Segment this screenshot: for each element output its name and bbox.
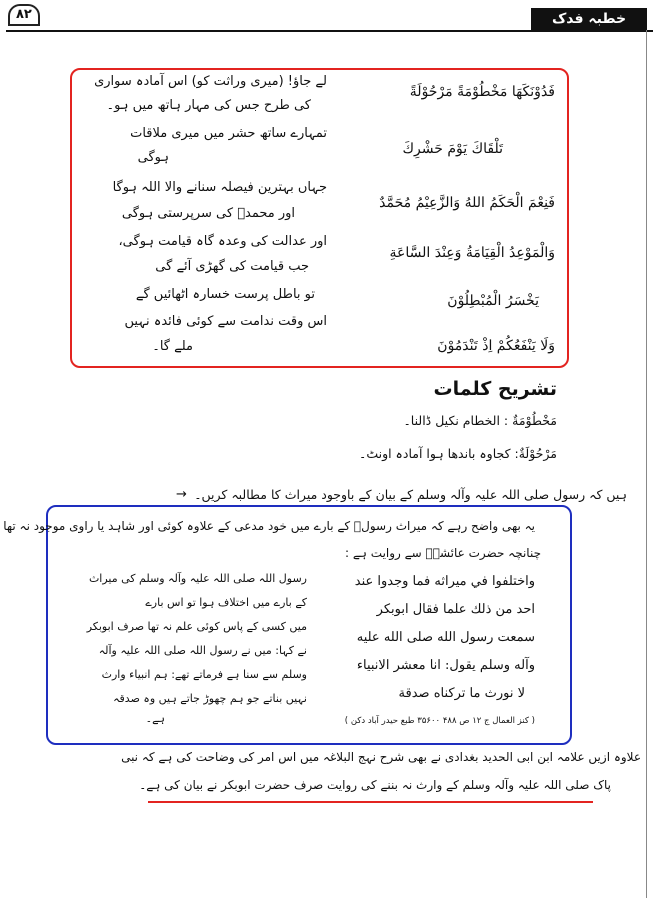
hadith-translation-line: نے کہا: میں نے رسول اللہ صلی اللہ علیہ وآلہ (98, 644, 307, 657)
hadith-translation-line: ہے۔ (145, 712, 165, 725)
hadith-arabic-line: احد من ذلك علما فقال ابوبكر (376, 602, 535, 617)
closing-line: علاوہ ازیں علامہ ابن ابی الحدید بغدادی نے بھی شرح نہج البلاغہ میں اس امر کی وضاحت کی ہے کہ نبی (121, 750, 641, 764)
poem-translation-line: جہاں بہترین فیصلہ سنانے والا اللہ ہوگا (112, 180, 327, 195)
closing-underline (148, 801, 593, 803)
poem-arabic-line: فَنِعْمَ الْحَكَمُ اللهُ وَالزَّعِيْمُ مُحَمَّدٌ (379, 195, 555, 211)
hadith-translation-line: کے بارے میں اختلاف ہوا تو اس بارے (145, 596, 307, 609)
poem-arabic-line: وَالْمَوْعِدُ الْقِيَامَةُ وَعِنْدَ السَّاعَةِ (389, 245, 555, 261)
poem-translation-line: تو باطل پرست خسارہ اٹھائیں گے (135, 287, 315, 302)
poem-translation-line: کی طرح جس کی مہار ہاتھ میں ہو۔ (106, 98, 311, 113)
arrow-icon: → (176, 487, 187, 502)
poem-translation-line: ملے گا۔ (152, 339, 193, 354)
poem-arabic-line: فَدُوْنَكَهَا مَخْطُوْمَةً مَرْحُوْلَةً (409, 84, 555, 100)
poem-translation-line: تمہارے ساتھ حشر میں میری ملاقات (130, 126, 327, 141)
hadith-intro-line: یہ بھی واضح رہے کہ میراث رسولؐ کے بارے میں خود مدعی کے علاوہ کوئی اور شاہد یا راوی موجود نہ تھا (3, 519, 535, 533)
poem-arabic-line: يَخْسَرُ الْمُبْطِلُوْنَ (447, 293, 539, 309)
poem-translation-line: ہوگی (137, 150, 169, 165)
poem-translation-line: جب قیامت کی گھڑی آئے گی (155, 259, 309, 274)
glossary-item: مَرْحُوْلَةٌ: کجاوہ باندھا ہوا آمادہ اونٹ۔ (359, 446, 557, 461)
hadith-translation-line: وسلم سے سنا ہے فرماتے تھے: ہم انبیاء وارث (101, 668, 307, 681)
poem-arabic-line: تَلْقَاكَ يَوْمَ حَشْرِكَ (402, 141, 503, 157)
poem-translation-line: لے جاؤ! (میری وراثت کو) اس آمادہ سواری (94, 74, 327, 89)
closing-line: پاک صلی اللہ علیہ وآلہ وسلم کے وارث نہ بننے کی روایت صرف حضرت ابوبکر نے بیان کی ہے۔ (139, 778, 611, 792)
glossary-item: مَخْطُوْمَةٌ : الخطام نکیل ڈالنا۔ (403, 413, 557, 428)
glossary-title: تشریح کلمات (433, 378, 557, 400)
hadith-arabic-line: واختلفوا في ميراثه فما وجدوا عند (354, 574, 535, 589)
hadith-arabic-line: وآله وسلم يقول: انا معشر الانبياء (356, 658, 535, 673)
hadith-translation-line: نہیں بناتے جو ہم چھوڑ جاتے ہیں وہ صدقہ (113, 692, 307, 705)
hadith-citation: ( کنز العمال ج ۱۲ ص ۴۸۸ ۳۵۶۰۰ طبع حیدر آباد دکن ) (344, 716, 535, 726)
poem-translation-line: اور عدالت کی وعدہ گاہ قیامت ہوگی، (118, 234, 327, 249)
poem-translation-line: اور محمدؐ کی سرپرستی ہوگی (121, 206, 295, 221)
hadith-intro-line: چنانچہ حضرت عائشہؓ سے روایت ہے : (345, 546, 541, 560)
hadith-arabic-line: سمعت رسول الله صلى الله عليه (356, 630, 535, 645)
chapter-title: خطبہ فدک (531, 8, 647, 30)
hadith-arabic-line: لا نورث ما تركناه صدقة (398, 686, 525, 701)
poem-arabic-line: وَلَا يَنْفَعُكُمْ اِذْ تَنْدَمُوْنَ (437, 338, 555, 354)
header-rule (6, 30, 653, 32)
note-line: ہیں کہ رسول صلی اللہ علیہ وآلہ وسلم کے بیان کے باوجود میراث کا مطالبہ کریں۔ (194, 487, 627, 502)
hadith-translation-line: رسول اللہ صلی اللہ علیہ وآلہ وسلم کی میراث (88, 572, 307, 585)
margin-rule (646, 30, 647, 898)
page-number: ۸۲ (8, 4, 40, 26)
hadith-translation-line: میں کسی کے پاس کوئی علم نہ تھا صرف ابوبکر (86, 620, 307, 633)
poem-translation-line: اس وقت ندامت سے کوئی فائدہ نہیں (124, 314, 327, 329)
